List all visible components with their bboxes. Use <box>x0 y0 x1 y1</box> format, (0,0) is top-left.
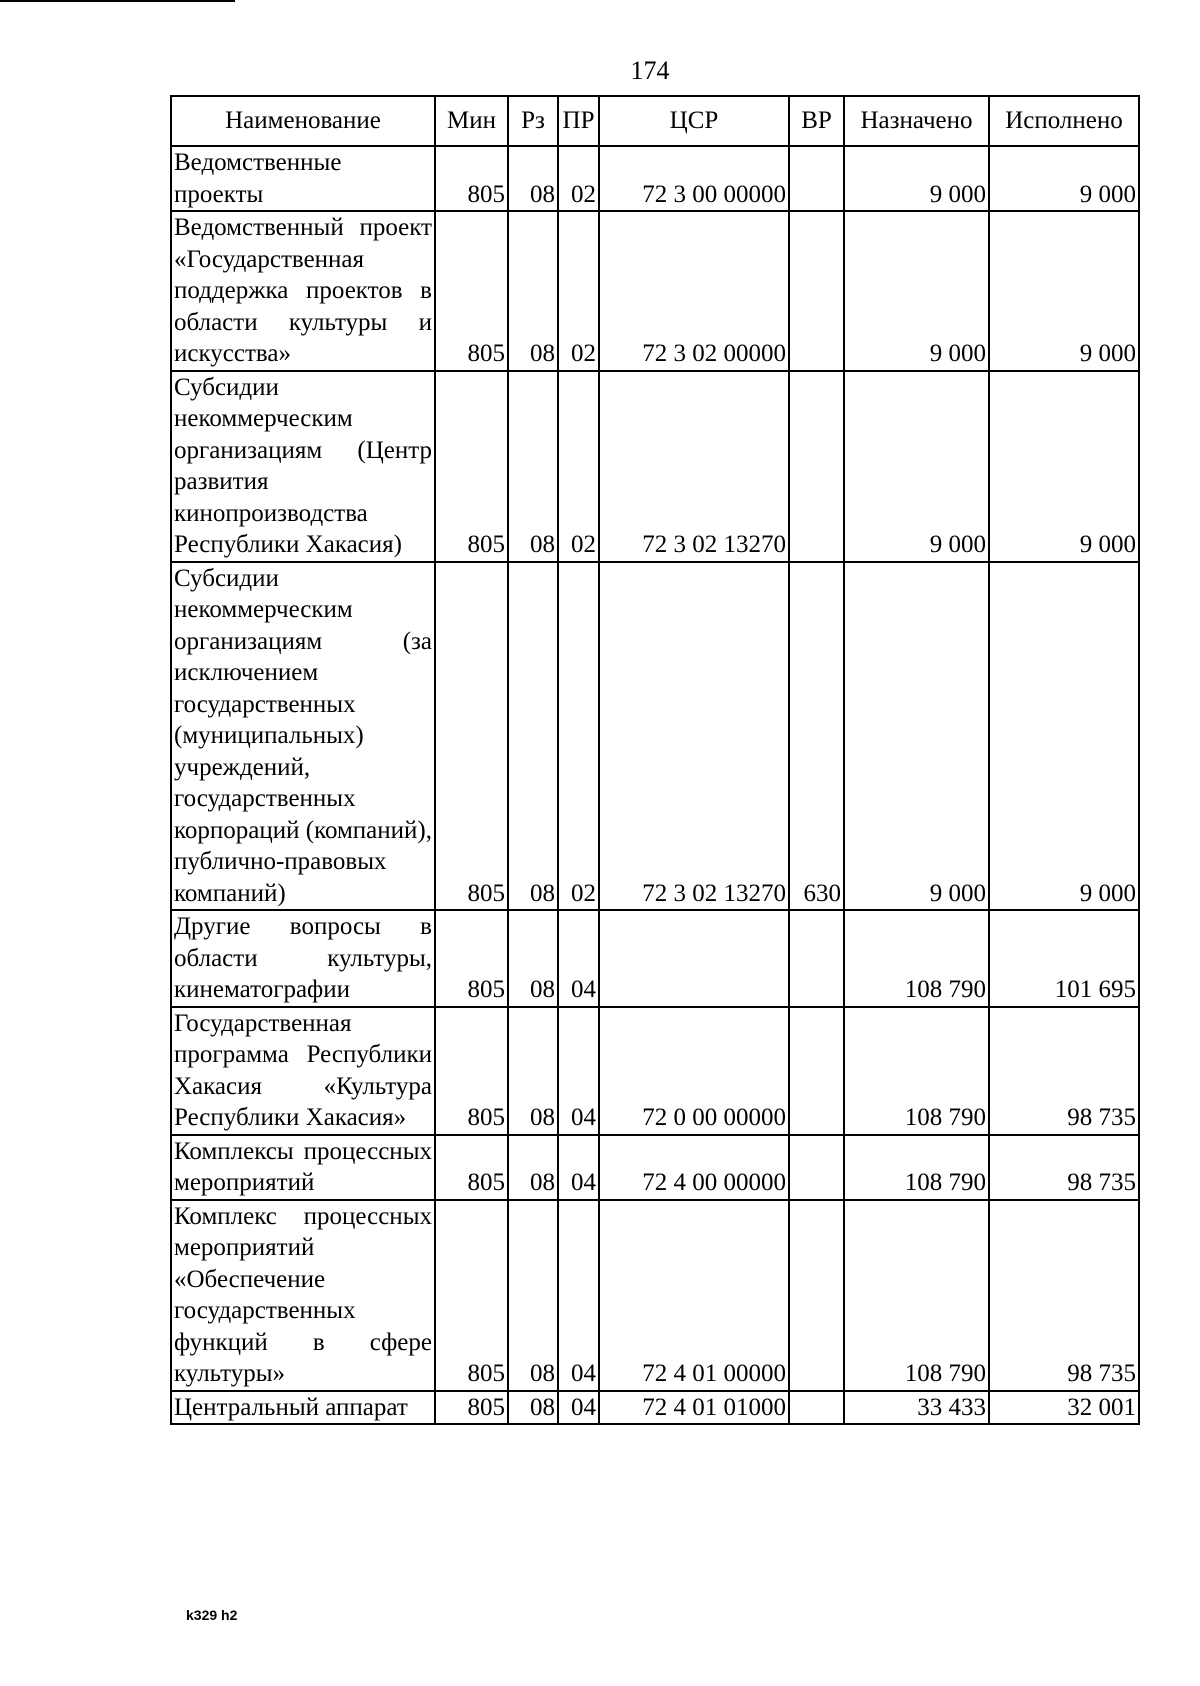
row-csr: 72 4 00 00000 <box>599 1135 789 1200</box>
header-name: Наименование <box>171 96 435 146</box>
row-min: 805 <box>435 211 508 371</box>
row-executed: 9 000 <box>989 371 1139 562</box>
row-assigned: 9 000 <box>844 371 989 562</box>
row-rz: 08 <box>508 910 558 1007</box>
header-pr: ПР <box>558 96 599 146</box>
row-pr: 04 <box>558 1007 599 1135</box>
row-assigned: 9 000 <box>844 562 989 911</box>
table-row <box>171 371 1139 562</box>
row-min: 805 <box>435 1200 508 1391</box>
row-pr: 04 <box>558 910 599 1007</box>
row-name: Комплекс процессных мероприятий «Обеспечение государственных функций в сфере культуры» <box>171 1200 435 1391</box>
table-row <box>171 1200 1139 1391</box>
row-vr <box>789 1007 844 1135</box>
table-row <box>171 562 1139 911</box>
row-min: 805 <box>435 910 508 1007</box>
header-row <box>171 96 1139 146</box>
row-vr <box>789 146 844 211</box>
row-assigned: 9 000 <box>844 146 989 211</box>
row-executed: 9 000 <box>989 211 1139 371</box>
row-csr: 72 3 00 00000 <box>599 146 789 211</box>
row-executed: 9 000 <box>989 562 1139 911</box>
row-assigned: 33 433 <box>844 1391 989 1425</box>
row-name: Ведомственные проекты <box>171 146 435 211</box>
row-min: 805 <box>435 1391 508 1425</box>
row-executed: 101 695 <box>989 910 1139 1007</box>
row-executed: 98 735 <box>989 1007 1139 1135</box>
row-csr <box>599 910 789 1007</box>
row-min: 805 <box>435 371 508 562</box>
page-number: 174 <box>630 56 670 85</box>
row-min: 805 <box>435 1007 508 1135</box>
header-executed: Исполнено <box>989 96 1139 146</box>
header-min: Мин <box>435 96 508 146</box>
row-csr: 72 4 01 01000 <box>599 1391 789 1425</box>
row-rz: 08 <box>508 1391 558 1425</box>
row-assigned: 108 790 <box>844 1200 989 1391</box>
row-vr <box>789 1200 844 1391</box>
header-csr: ЦСР <box>599 96 789 146</box>
row-vr <box>789 371 844 562</box>
row-rz: 08 <box>508 146 558 211</box>
row-pr: 02 <box>558 371 599 562</box>
row-name: Субсидии некоммерческим организациям (Центр развития кинопроизводства Республики Хакасия) <box>171 371 435 562</box>
header-rz: Рз <box>508 96 558 146</box>
top-edge-line <box>0 0 235 2</box>
table-row <box>171 1135 1139 1200</box>
row-vr <box>789 1135 844 1200</box>
row-csr: 72 4 01 00000 <box>599 1200 789 1391</box>
row-pr: 02 <box>558 211 599 371</box>
row-pr: 04 <box>558 1200 599 1391</box>
row-csr: 72 3 02 00000 <box>599 211 789 371</box>
row-pr: 04 <box>558 1391 599 1425</box>
table-row <box>171 211 1139 371</box>
row-assigned: 108 790 <box>844 910 989 1007</box>
row-pr: 02 <box>558 562 599 911</box>
row-csr: 72 0 00 00000 <box>599 1007 789 1135</box>
row-rz: 08 <box>508 562 558 911</box>
row-min: 805 <box>435 146 508 211</box>
row-name: Центральный аппарат <box>171 1391 435 1425</box>
row-rz: 08 <box>508 1200 558 1391</box>
row-vr <box>789 910 844 1007</box>
row-executed: 9 000 <box>989 146 1139 211</box>
header-vr: ВР <box>789 96 844 146</box>
row-pr: 04 <box>558 1135 599 1200</box>
budget-table <box>170 95 1140 1425</box>
row-rz: 08 <box>508 1007 558 1135</box>
row-csr: 72 3 02 13270 <box>599 562 789 911</box>
row-executed: 98 735 <box>989 1135 1139 1200</box>
row-name: Другие вопросы в области культуры, кинематографии <box>171 910 435 1007</box>
row-assigned: 108 790 <box>844 1007 989 1135</box>
table-body <box>171 146 1139 1424</box>
table-row <box>171 1391 1139 1425</box>
table-header <box>171 96 1139 146</box>
table-row <box>171 910 1139 1007</box>
row-executed: 32 001 <box>989 1391 1139 1425</box>
table-row <box>171 146 1139 211</box>
row-rz: 08 <box>508 371 558 562</box>
row-assigned: 9 000 <box>844 211 989 371</box>
header-assigned: Назначено <box>844 96 989 146</box>
row-name: Государственная программа Республики Хакасия «Культура Республики Хакасия» <box>171 1007 435 1135</box>
row-rz: 08 <box>508 211 558 371</box>
row-vr: 630 <box>789 562 844 911</box>
row-name: Субсидии некоммерческим организациям (за исключением государственных (муниципальных) учреждений, государственных корпораций (компаний), публично-правовых компаний) <box>171 562 435 911</box>
row-name: Комплексы процессных мероприятий <box>171 1135 435 1200</box>
row-rz: 08 <box>508 1135 558 1200</box>
row-min: 805 <box>435 562 508 911</box>
row-vr <box>789 1391 844 1425</box>
table-row <box>171 1007 1139 1135</box>
row-pr: 02 <box>558 146 599 211</box>
row-executed: 98 735 <box>989 1200 1139 1391</box>
row-min: 805 <box>435 1135 508 1200</box>
footer-code: k329 h2 <box>186 1607 238 1623</box>
row-csr: 72 3 02 13270 <box>599 371 789 562</box>
row-assigned: 108 790 <box>844 1135 989 1200</box>
row-name: Ведомственный проект «Государственная поддержка проектов в области культуры и искусства» <box>171 211 435 371</box>
row-vr <box>789 211 844 371</box>
